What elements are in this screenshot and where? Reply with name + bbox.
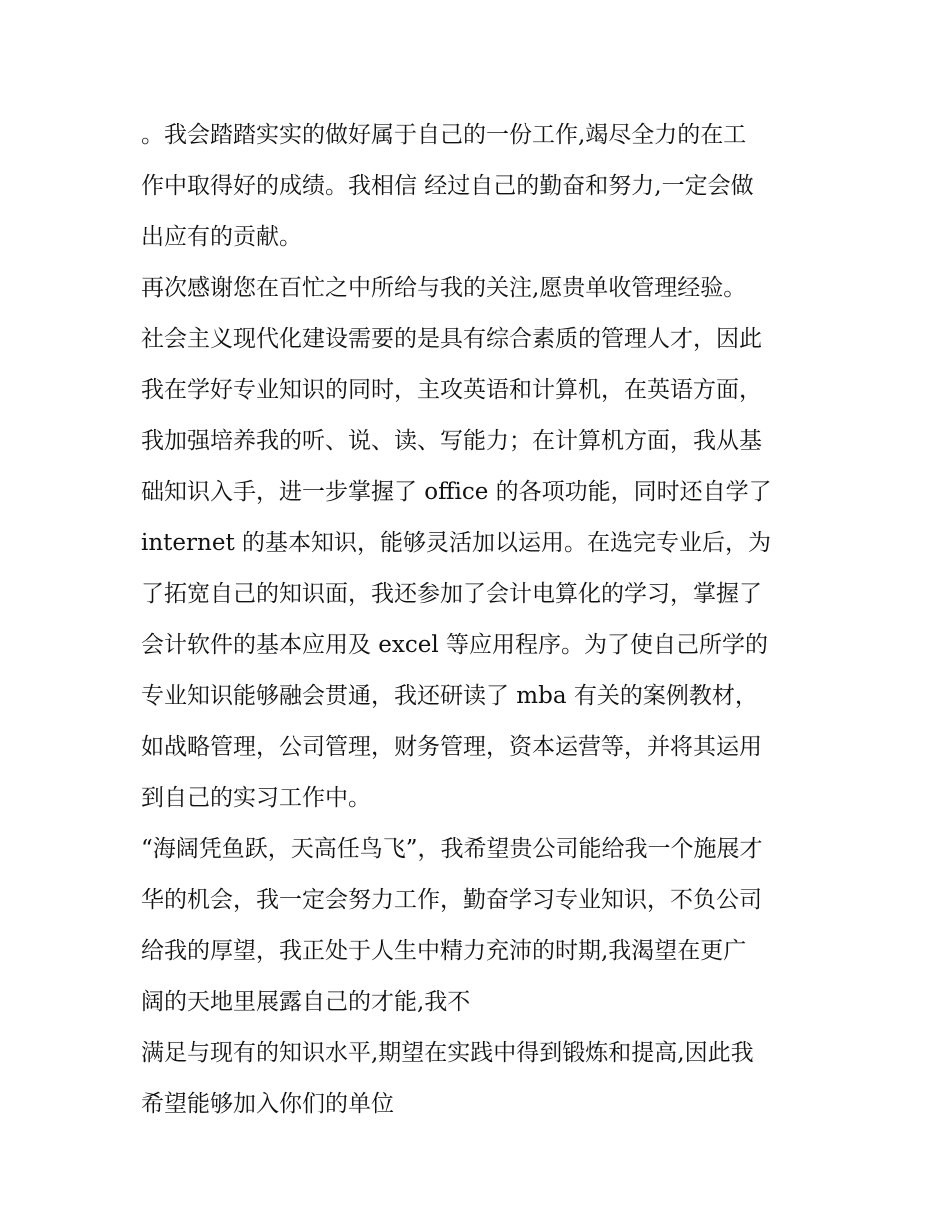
text-line: internet 的基本知识，能够灵活加以运用。在选完专业后，为 [141,530,771,556]
text-line: 。我会踏踏实实的做好属于自己的一份工作,竭尽全力的在工 [141,122,747,148]
text-line: 满足与现有的知识水平,期望在实践中得到锻炼和提高,因此我 [141,1040,754,1066]
text-line: 如战略管理，公司管理，财务管理，资本运营等，并将其运用 [141,734,762,760]
text-line: 希望能够加入你们的单位 [141,1091,394,1117]
text-line: 专业知识能够融会贯通，我还研读了 mba 有关的案例教材， [141,683,758,709]
text-line: 础知识入手，进一步掌握了 office 的各项功能，同时还自学了 [141,479,772,505]
text-line: 给我的厚望，我正处于人生中精力充沛的时期,我渴望在更广 [141,938,747,964]
text-line: 阔的天地里展露自己的才能,我不 [141,989,471,1015]
text-line: 会计软件的基本应用及 excel 等应用程序。为了使自己所学的 [141,632,769,658]
text-line: 再次感谢您在百忙之中所给与我的关注,愿贵单收管理经验。 [141,275,747,301]
text-line: 我加强培养我的听、说、读、写能力；在计算机方面，我从基 [141,428,762,454]
text-line: 华的机会，我一定会努力工作，勤奋学习专业知识，不负公司 [141,887,762,913]
text-line: “海阔凭鱼跃，天高任鸟飞”，我希望贵公司能给我一个施展才 [141,836,763,862]
text-line: 我在学好专业知识的同时，主攻英语和计算机，在英语方面， [141,377,762,403]
text-line: 到自己的实习工作中。 [141,785,371,811]
text-line: 出应有的贡献。 [141,224,302,250]
text-line: 社会主义现代化建设需要的是具有综合素质的管理人才，因此 [141,326,762,352]
document-body [141,110,821,1130]
text-line: 作中取得好的成绩。我相信 经过自己的勤奋和努力,一定会做 [141,173,754,199]
text-line: 了拓宽自己的知识面，我还参加了会计电算化的学习，掌握了 [141,581,762,607]
